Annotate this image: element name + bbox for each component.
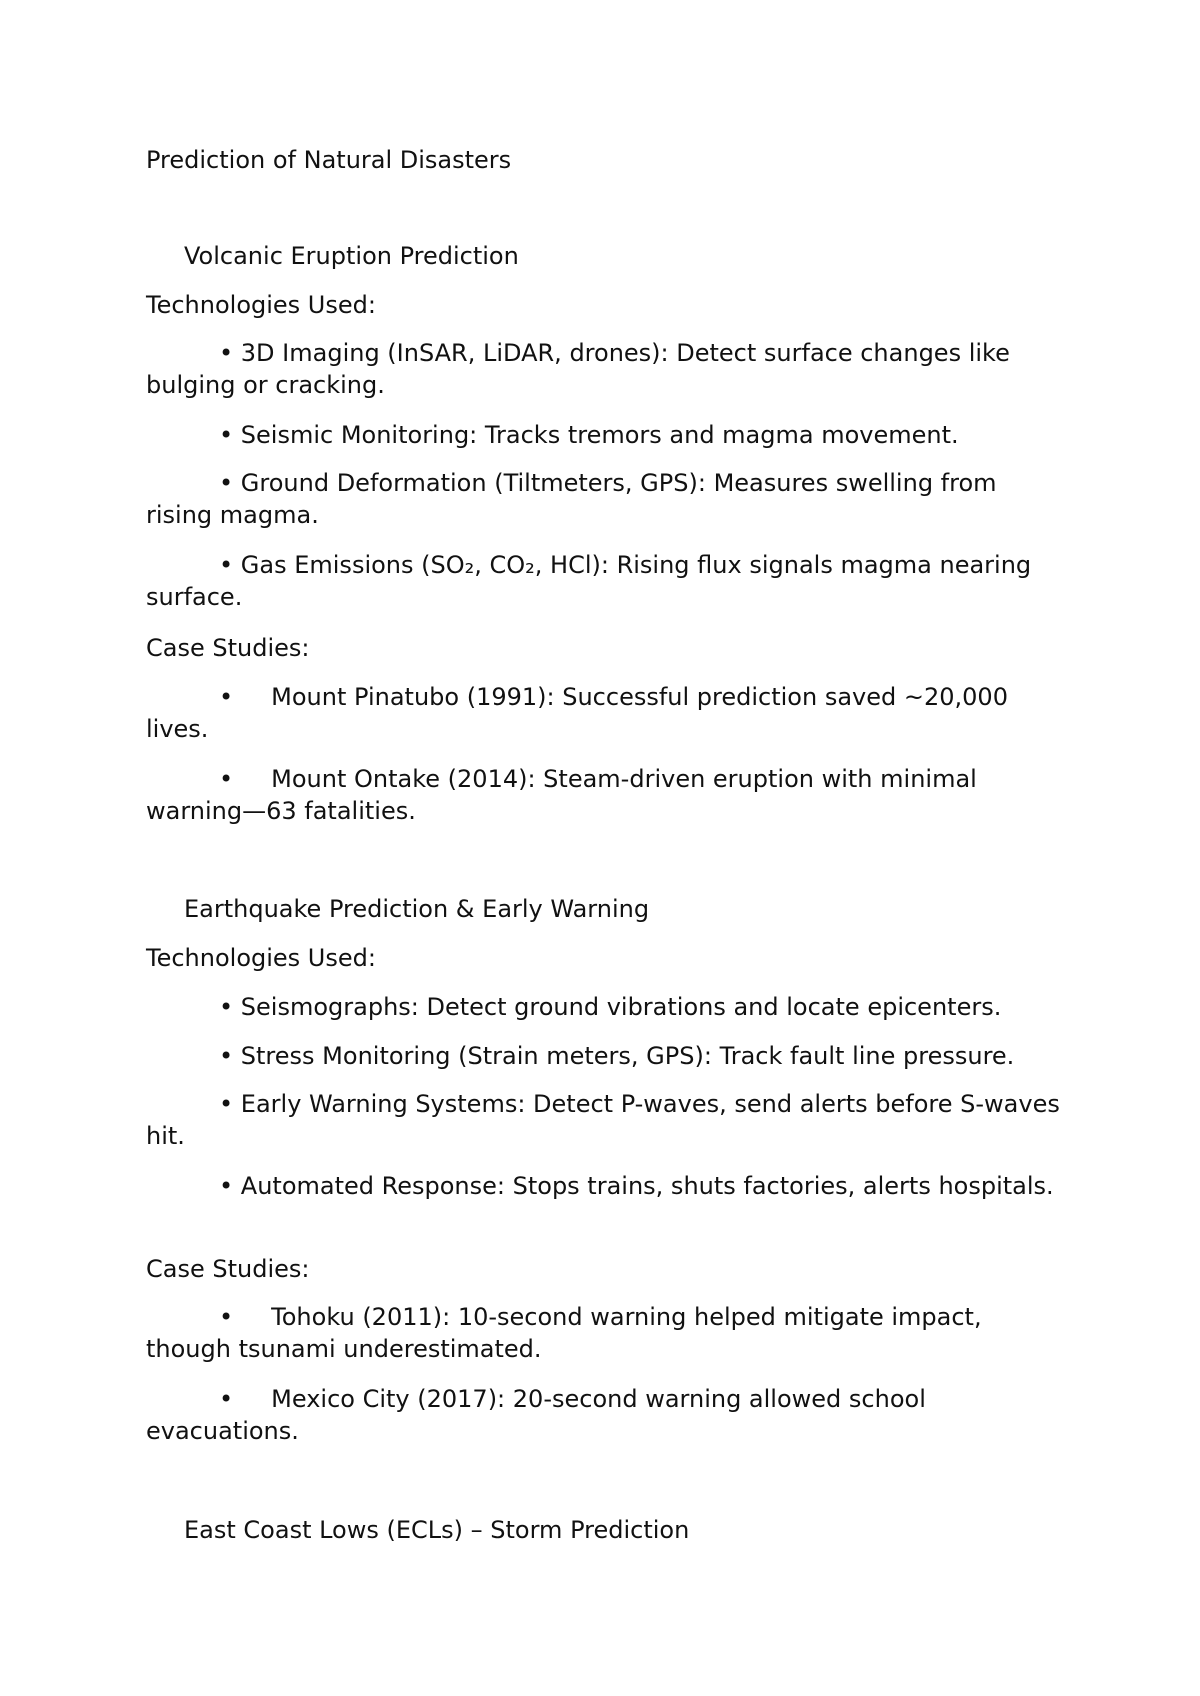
list-item: • Automated Response: Stops trains, shuts factories, alerts hospitals. — [219, 1172, 1054, 1200]
document-title: Prediction of Natural Disasters — [146, 146, 512, 174]
case-studies-label: Case Studies: — [146, 634, 310, 662]
list-item: • Seismographs: Detect ground vibrations and locate epicenters. — [219, 993, 1002, 1021]
list-item — [146, 1383, 1066, 1447]
technologies-label: Technologies Used: — [146, 291, 376, 319]
list-item: • 3D Imaging (InSAR, LiDAR, drones): Detect surface changes like bulging or cracking. — [146, 339, 1010, 399]
list-item: • Seismic Monitoring: Tracks tremors and magma movement. — [219, 421, 959, 449]
bullet: • — [219, 765, 234, 793]
list-item — [146, 1301, 1066, 1365]
case-study-text: Mexico City (2017): 20-second warning allowed school evacuations. — [146, 1385, 926, 1445]
list-item: • Early Warning Systems: Detect P-waves, send alerts before S-waves hit. — [146, 1090, 1060, 1150]
list-item: • Stress Monitoring (Strain meters, GPS): Track fault line pressure. — [219, 1042, 1015, 1070]
bullet: • — [219, 1385, 234, 1413]
technologies-label: Technologies Used: — [146, 944, 376, 972]
list-item: • Ground Deformation (Tiltmeters, GPS): Measures swelling from rising magma. — [146, 469, 997, 529]
section-heading-volcanic: Volcanic Eruption Prediction — [184, 242, 519, 270]
list-item: • Gas Emissions (SO₂, CO₂, HCl): Rising flux signals magma nearing surface. — [146, 551, 1032, 611]
section-heading-earthquake: Earthquake Prediction & Early Warning — [184, 895, 650, 923]
case-study-text: Mount Ontake (2014): Steam-driven eruption with minimal warning—63 fatalities. — [146, 765, 977, 825]
bullet: • — [219, 1303, 234, 1331]
case-study-text: Tohoku (2011): 10-second warning helped mitigate impact, though tsunami underestimated. — [146, 1303, 982, 1363]
case-study-text: Mount Pinatubo (1991): Successful prediction saved ~20,000 lives. — [146, 683, 1008, 743]
list-item — [146, 681, 1066, 745]
list-item — [146, 763, 1066, 827]
bullet: • — [219, 683, 234, 711]
section-heading-ecl: East Coast Lows (ECLs) – Storm Prediction — [184, 1516, 690, 1544]
case-studies-label: Case Studies: — [146, 1255, 310, 1283]
